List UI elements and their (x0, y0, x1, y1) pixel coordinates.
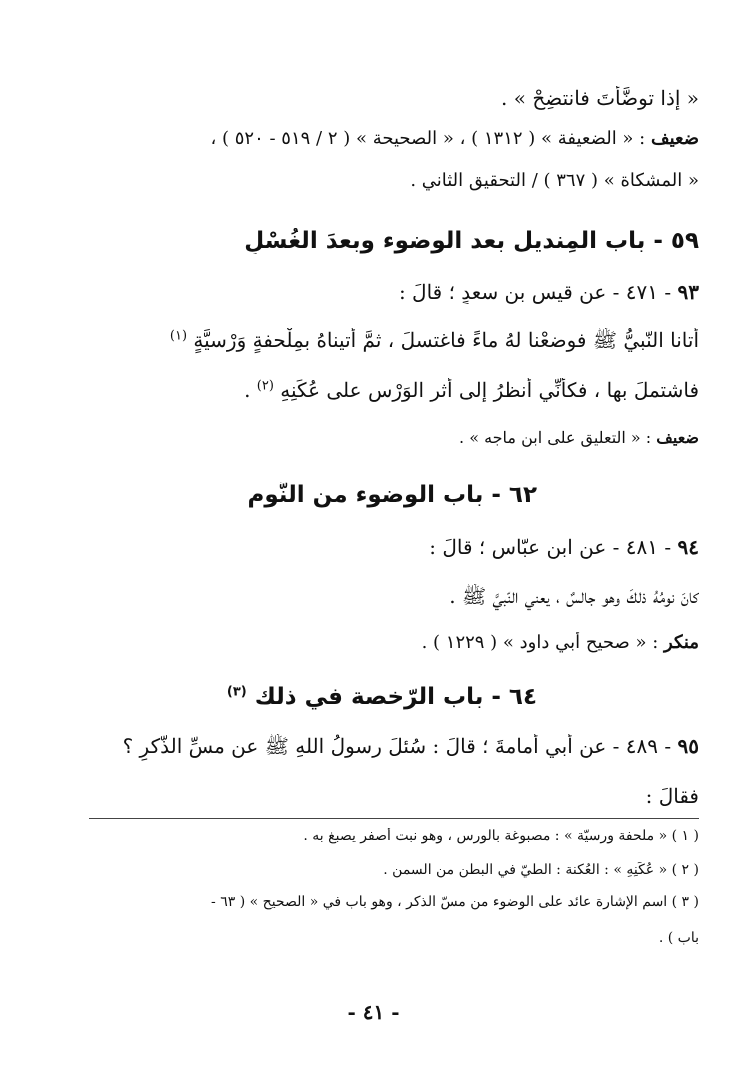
hadith-header-93 (48, 280, 699, 304)
hadith-chain: - ٤٨١ - عن ابنِ عبّاسٍ ؛ قالَ : (429, 535, 672, 559)
grading-line (48, 128, 699, 149)
grading-source: : « التعليق على ابن ماجه » . (459, 428, 652, 447)
hadith-number: ٩٤ (677, 535, 699, 559)
text: أتانا النّبيُّ ﷺ فوضعْنا لهُ ماءً فاغتسلَ ، ثمَّ أتيناهُ بمِلْحفةٍ وَرْسيَّةٍ (193, 328, 699, 352)
footnote-3 (48, 894, 699, 910)
text: . (244, 378, 251, 402)
hadith-text-line (48, 784, 699, 808)
chapter-heading-62 (48, 482, 537, 508)
hadith-number: ٩٥ (677, 734, 699, 758)
hadith-text-line (48, 378, 699, 402)
hadith-text-line (48, 86, 699, 110)
page-number (0, 1000, 747, 1024)
hadith-chain: - ٤٨٩ - عن أبي أُمامةَ ؛ قالَ : سُئلَ رسولُ اللهِ ﷺ عن مسِّ الذّكرِ ؟ (122, 734, 672, 758)
hadith-header-94 (48, 535, 699, 559)
grading-label: ضعيف (650, 128, 699, 149)
chapter-title: ٥٩ - باب المِنديل بعد الوضوء وبعدَ الغُسْلِ (244, 228, 699, 254)
grading-line (48, 632, 699, 653)
footnote-2 (48, 862, 699, 878)
hadith-text-line (48, 328, 699, 357)
text: فقالَ : (645, 784, 699, 808)
chapter-heading-59 (48, 228, 699, 254)
footnote-1 (48, 828, 699, 844)
footnote-text: باب ) . (658, 930, 699, 946)
page-number-text: - ٤١ - (347, 1000, 400, 1024)
grading-line (48, 428, 699, 447)
hadith-header-95 (48, 734, 699, 763)
footnote-text: ( ٢ ) « عُكَنِهِ » : العُكنة : الطيّ في البطن من السمن . (383, 862, 699, 878)
footnote-text: ( ١ ) « ملحفة ورسيّة » : مصبوغة بالورس ، وهو نبت أصفر يصبغ به . (303, 828, 699, 844)
hadith-text-line (48, 584, 699, 613)
text: « إذا توضَّأتَ فانتضِحْ » . (501, 86, 699, 110)
text: كانَ نومُهُ ذلكَ وهو جالسٌ ، يعني النّبيَّ ﷺ . (449, 584, 699, 608)
footnote-text: ( ٣ ) اسم الإشارة عائد على الوضوء من مسّ الذكر ، وهو باب في « الصحيح » ( ٦٣ - (211, 894, 699, 910)
chapter-title: ٦٢ - باب الوضوء من النَّوم (247, 482, 537, 508)
footnote-divider (89, 818, 699, 819)
grading-source: « المشكاة » ( ٣٦٧ ) / التحقيق الثاني . (410, 170, 699, 191)
chapter-heading-64 (48, 684, 537, 710)
footnote-marker: (٣) (226, 684, 247, 700)
grading-label: ضعيف (656, 428, 699, 447)
hadith-number: ٩٣ (677, 280, 699, 304)
text: فاشتملَ بها ، فكأنِّي أنظرُ إلى أثرِ الوَرْسِ على عُكَنِهِ (280, 378, 699, 402)
grading-line-continued (48, 170, 699, 191)
grading-label: منكر (664, 632, 699, 653)
grading-source: : « صحيح أبي داود » ( ١٢٢٩ ) . (421, 632, 659, 653)
hadith-chain: - ٤٧١ - عن قيسِ بنِ سعدٍ ؛ قالَ : (398, 280, 672, 304)
footnote-marker: (٢) (256, 378, 274, 394)
chapter-title: ٦٤ - باب الرّخصة في ذلك (254, 684, 537, 710)
footnote-3-continued (48, 930, 699, 946)
footnote-marker: (١) (169, 328, 188, 344)
grading-source: : « الضعيفة » ( ١٣١٢ ) ، « الصحيحة » ( ٢ / ٥١٩ - ٥٢٠ ) ، (210, 128, 646, 149)
